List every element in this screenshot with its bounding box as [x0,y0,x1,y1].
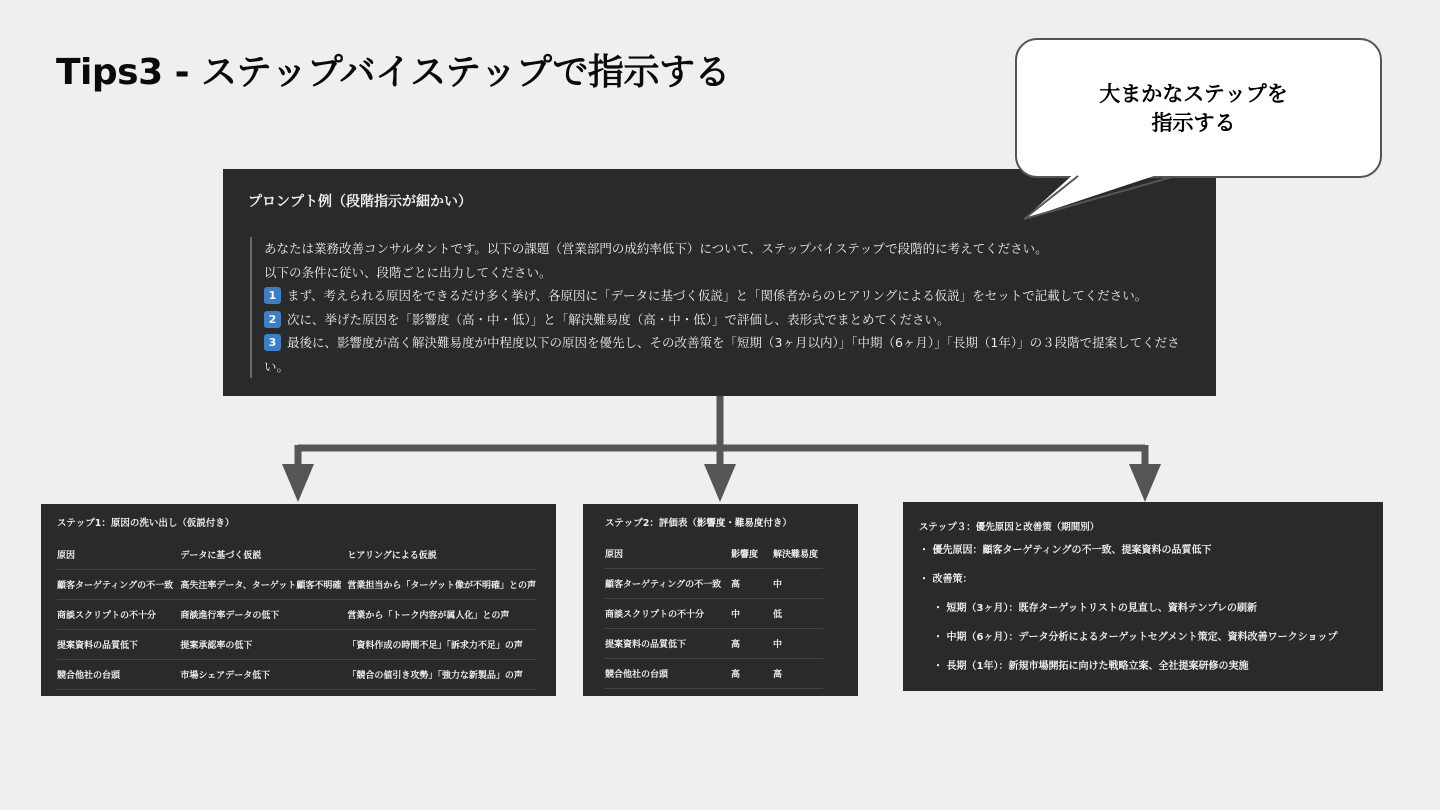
table-row [57,660,536,690]
table-row [605,599,823,629]
table-cell: 高 [773,659,823,689]
prompt-intro-line: 以下の条件に従い、段階ごとに出力してください。 [264,264,552,280]
step2-card [583,504,858,696]
column-header: 解決難易度 [773,539,823,569]
measure-item: ・ 長期（1年）：新規市場開拓に向けた戦略立案、全社提案研修の実施 [933,661,1249,672]
prompt-step-line [264,284,1194,308]
table-cell: 顧客ターゲティングの不一致 [57,570,180,600]
priority-cause-item: ・ 優先原因：顧客ターゲティングの不一致、提案資料の品質低下 [919,545,1212,556]
step1-title: ステップ1：原因の洗い出し（仮説付き） [57,518,235,529]
speech-bubble-tail-icon [1020,170,1180,222]
callout-text: 大まかなステップを 指示する [1099,82,1288,135]
arrow-head-step2-icon [704,464,736,502]
table-cell: 低 [773,599,823,629]
arrow-head-step1-icon [282,464,314,502]
step2-table [605,539,823,689]
table-cell: 商談進行率データの低下 [180,600,347,630]
table-cell: 高 [731,659,773,689]
table-row [57,600,536,630]
column-header: ヒアリングによる仮説 [347,539,536,570]
table-cell: 市場シェアデータ低下 [180,660,347,690]
step2-title: ステップ2：評価表（影響度・難易度付き） [605,518,792,529]
table-row [605,629,823,659]
table-cell: 顧客ターゲティングの不一致 [605,569,731,599]
table-cell: 中 [773,569,823,599]
prompt-quote-block [250,237,1194,378]
table-row [57,570,536,600]
table-cell: 提案承認率の低下 [180,630,347,660]
number-2-icon: 2 [264,311,281,328]
number-1-icon: 1 [264,287,281,304]
table-header-row [57,539,536,570]
measures-label: ・ 改善策： [919,574,973,585]
prompt-step-line [264,308,1194,332]
table-cell: 提案資料の品質低下 [57,630,180,660]
table-header-row [605,539,823,569]
table-row [605,569,823,599]
column-header: データに基づく仮説 [180,539,347,570]
measure-item: ・ 中期（6ヶ月）：データ分析によるターゲットセグメント策定、資料改善ワークショップ [933,632,1338,643]
table-cell: 高 [731,629,773,659]
arrow-head-step3-icon [1129,464,1161,502]
speech-bubble-callout [1015,38,1382,178]
prompt-step-text: 次に、挙げた原因を「影響度（高・中・低）」と「解決難易度（高・中・低）」で評価し、表形式でまとめてください。 [287,311,950,327]
table-cell: 商談スクリプトの不十分 [57,600,180,630]
step3-title: ステップ３：優先原因と改善策（期間別） [919,522,1100,533]
step1-table [57,539,536,690]
prompt-step-line [264,331,1194,378]
number-3-icon: 3 [264,334,281,351]
column-header: 影響度 [731,539,773,569]
table-cell: 提案資料の品質低下 [605,629,731,659]
prompt-step-text: 最後に、影響度が高く解決難易度が中程度以下の原因を優先し、その改善策を「短期（3ヶ月以内）」「中期（6ヶ月）」「長期（1年）」の３段階で提案してください。 [264,335,1180,374]
table-row [605,659,823,689]
table-cell: 競合他社の台頭 [57,660,180,690]
table-cell: 営業担当から「ターゲット像が不明確」との声 [347,570,536,600]
slide-title: Tips3 - ステップバイステップで指示する [56,52,731,93]
measure-item: ・ 短期（3ヶ月）：既存ターゲットリストの見直し、資料テンプレの刷新 [933,603,1257,614]
table-cell: 高失注率データ、ターゲット顧客不明確 [180,570,347,600]
table-cell: 「競合の値引き攻勢」「強力な新製品」の声 [347,660,536,690]
table-cell: 商談スクリプトの不十分 [605,599,731,629]
step3-card [903,502,1383,691]
table-cell: 中 [731,599,773,629]
prompt-heading: プロンプト例（段階指示が細かい） [248,194,472,210]
column-header: 原因 [57,539,180,570]
table-cell: 高 [731,569,773,599]
column-header: 原因 [605,539,731,569]
table-cell: 中 [773,629,823,659]
prompt-intro-line: あなたは業務改善コンサルタントです。以下の課題（営業部門の成約率低下）について、ステップバイステップで段階的に考えてください。 [264,241,1048,256]
step1-card [41,504,556,696]
table-cell: 営業から「トーク内容が属人化」との声 [347,600,536,630]
table-cell: 競合他社の台頭 [605,659,731,689]
table-cell: 「資料作成の時間不足」「訴求力不足」の声 [347,630,536,660]
table-row [57,630,536,660]
prompt-step-text: まず、考えられる原因をできるだけ多く挙げ、各原因に「データに基づく仮説」と「関係者からのヒアリングによる仮説」をセットで記載してください。 [287,288,1148,303]
